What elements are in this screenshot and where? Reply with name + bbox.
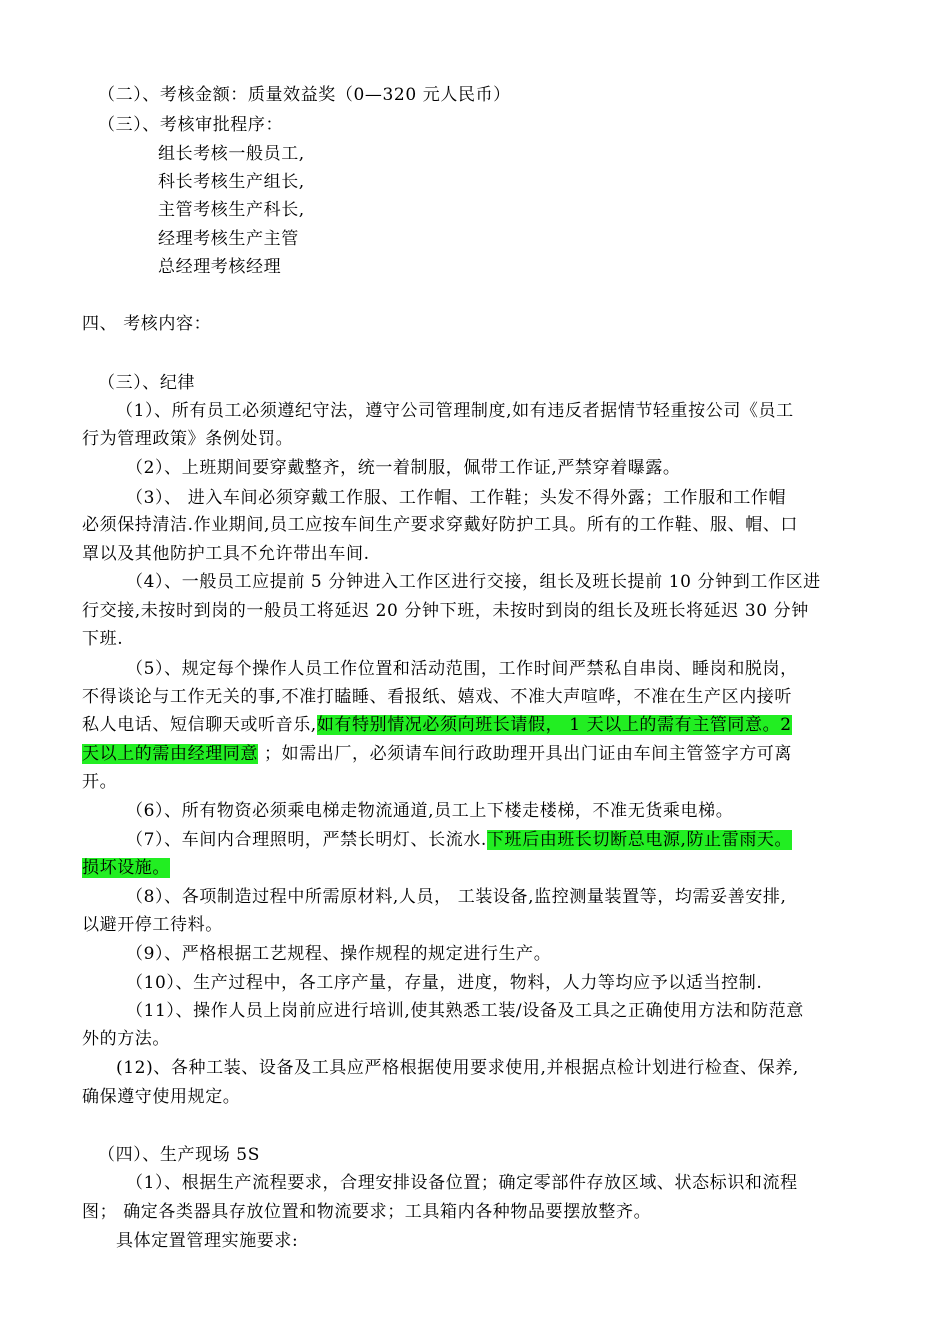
text-run: ；如需出厂，必须请车间行政助理开具出门证由车间主管签字方可离 [258,744,793,764]
paragraph-line: （1）、所有员工必须遵纪守法，遵守公司管理制度,如有违反者据情节轻重按公司《员工 [116,401,794,421]
paragraph-line: （1）、根据生产流程要求，合理安排设备位置；确定零部件存放区域、状态标识和流程 [126,1173,798,1193]
paragraph-line: 图； 确定各类器具存放位置和物流要求；工具箱内各种物品要摆放整齐。 [82,1202,652,1222]
paragraph-line: 开。 [82,772,118,792]
approval-item: 经理考核生产主管 [158,229,299,249]
approval-item: 主管考核生产科长, [158,200,305,220]
paragraph-line: 确保遵守使用规定。 [82,1087,241,1107]
paragraph-line: （9）、严格根据工艺规程、操作规程的规定进行生产。 [126,944,552,964]
approval-item: 组长考核一般员工, [158,144,305,164]
paragraph-line [82,714,792,736]
heading-5s: （四）、生产现场 5S [98,1145,260,1165]
paragraph-line [126,829,792,851]
section-amount: （二）、考核金额：质量效益奖（0—320 元人民币） [98,85,511,105]
paragraph-line: （5）、规定每个操作人员工作位置和活动范围，工作时间严禁私自串岗、睡岗和脱岗， [126,659,798,679]
paragraph-line: （6）、所有物资必须乘电梯走物流通道,员工上下楼走楼梯，不准无货乘电梯。 [126,801,734,821]
text-run: 私人电话、短信聊天或听音乐, [82,715,317,735]
paragraph-line: (12)、各种工装、设备及工具应严格根据使用要求使用,并根据点检计划进行检查、保养, [116,1058,799,1078]
paragraph-line: 下班. [82,629,124,649]
heading-discipline: （三）、纪律 [98,373,196,393]
highlighted-text: 损坏设施。 [82,858,170,878]
highlighted-text: 下班后由班长切断总电源,防止雷雨天。 [486,830,793,850]
paragraph-line: 行为管理政策》条例处罚。 [82,429,294,449]
paragraph-line: 外的方法。 [82,1029,170,1049]
paragraph-line: 必须保持清洁.作业期间,员工应按车间生产要求穿戴好防护工具。所有的工作鞋、服、帽、口 [82,515,799,535]
paragraph-line: （10）、生产过程中，各工序产量，存量，进度，物料，人力等均应予以适当控制. [126,973,763,993]
section-approval-heading: （三）、考核审批程序： [98,115,284,135]
heading-assessment-content: 四、 考核内容： [82,314,212,334]
paragraph-line: 行交接,未按时到岗的一般员工将延迟 20 分钟下班，未按时到岗的组长及班长将延迟 30 分钟 [82,601,809,621]
paragraph-line: （3）、 进入车间必须穿戴工作服、工作帽、工作鞋；头发不得外露；工作服和工作帽 [126,488,787,508]
paragraph-line: 具体定置管理实施要求: [116,1231,299,1251]
paragraph-line: （2）、上班期间要穿戴整齐，统一着制服，佩带工作证,严禁穿着曝露。 [126,458,681,478]
paragraph-line [82,857,170,879]
paragraph-line [82,743,792,765]
approval-item: 科长考核生产组长, [158,172,305,192]
paragraph-line: 以避开停工待料。 [82,915,223,935]
paragraph-line: （8）、各项制造过程中所需原材料,人员， 工装设备,监控测量装置等，均需妥善安排, [126,887,787,907]
text-run: （7）、车间内合理照明，严禁长明灯、长流水. [126,830,487,850]
paragraph-line: 罩以及其他防护工具不允许带出车间. [82,544,370,564]
highlighted-text: 如有特别情况必须向班长请假， 1 天以上的需有主管同意。2 [316,715,792,735]
paragraph-line: （11）、操作人员上岗前应进行培训,使其熟悉工装/设备及工具之正确使用方法和防范意 [126,1001,804,1021]
highlighted-text: 天以上的需由经理同意 [82,744,258,764]
paragraph-line: （4）、一般员工应提前 5 分钟进入工作区进行交接，组长及班长提前 10 分钟到工作区进 [126,572,821,592]
approval-item: 总经理考核经理 [158,257,282,277]
paragraph-line: 不得谈论与工作无关的事,不准打瞌睡、看报纸、嬉戏、不准大声喧哗，不准在生产区内接听 [82,687,793,707]
